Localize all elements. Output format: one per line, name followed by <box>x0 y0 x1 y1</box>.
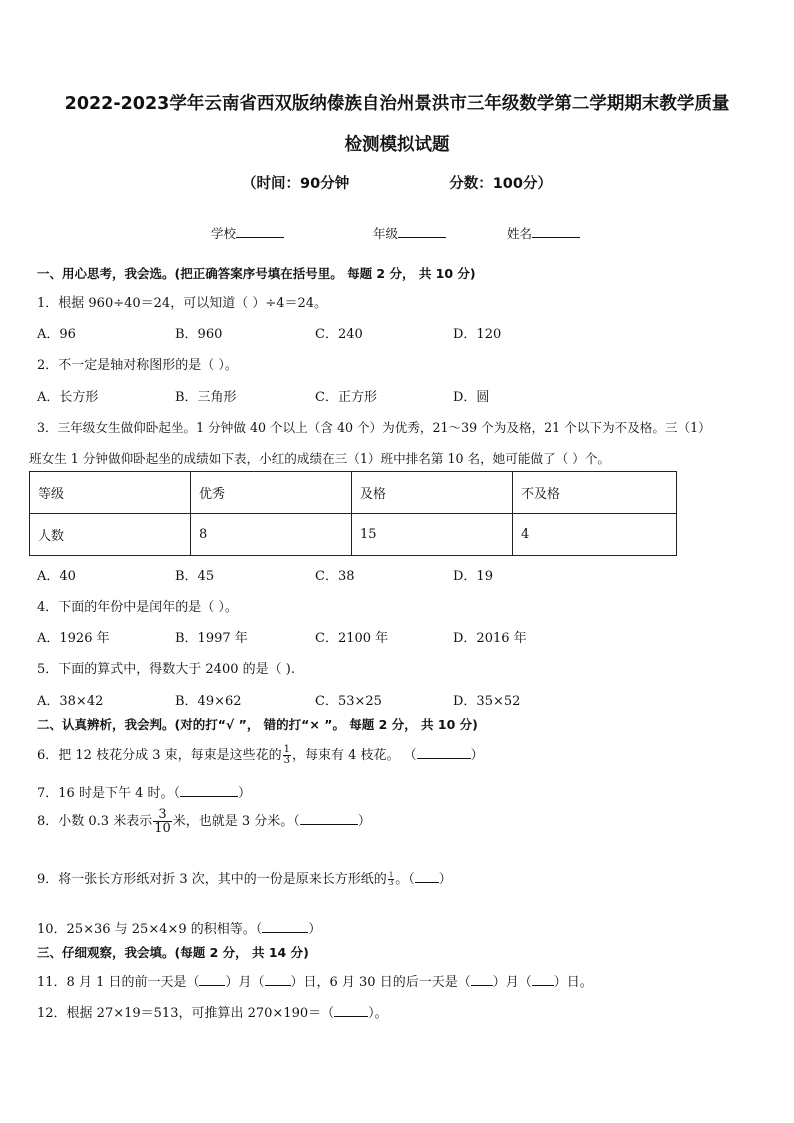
fraction-one-third <box>283 745 291 766</box>
grade-table <box>29 471 677 556</box>
total-score: 分数：100分） <box>449 176 552 192</box>
table-cell: 8 <box>191 514 352 556</box>
q4-option-a: A．1926 年 <box>37 631 110 646</box>
q11-text: 11．8 月 1 日的前一天是（ <box>37 975 200 990</box>
q11-text: ）日。 <box>553 975 593 990</box>
table-cell: 优秀 <box>191 472 352 514</box>
grade-field[interactable] <box>373 224 446 242</box>
question-8 <box>37 808 371 835</box>
q7-text: 7．16 时是下午 4 时。（ <box>37 786 180 801</box>
q4-option-d: D．2016 年 <box>453 631 527 646</box>
q9-answer-blank[interactable] <box>415 872 439 883</box>
q5-option-b: B．49×62 <box>175 694 242 709</box>
q3-option-b: B．45 <box>175 569 215 584</box>
q2-option-b: B．三角形 <box>175 390 237 405</box>
fraction-denominator: 3 <box>388 879 394 887</box>
school-field[interactable] <box>211 224 284 242</box>
q5-option-a: A．38×42 <box>37 694 104 709</box>
q2-option-d: D．圆 <box>453 390 490 405</box>
q11-text: ）月（ <box>492 975 532 990</box>
question-11 <box>37 971 593 990</box>
q9-text-end: 。（ <box>395 872 415 887</box>
q6-close-paren: ） <box>470 748 484 763</box>
q2-option-a: A．长方形 <box>37 390 99 405</box>
fraction-three-tenths <box>153 808 172 835</box>
grade-label: 年级 <box>373 226 399 241</box>
table-header-row <box>30 472 677 514</box>
table-cell: 4 <box>513 514 677 556</box>
q12-close-paren: ）。 <box>368 1006 388 1021</box>
q10-answer-blank[interactable] <box>262 922 308 933</box>
section1-heading: 一、用心思考，我会选。(把正确答案序号填在括号里。 每题 2 分， 共 10 分) <box>37 266 476 281</box>
q11-blank-2[interactable] <box>265 975 291 986</box>
q1-option-d: D．120 <box>453 327 502 342</box>
question-9 <box>37 868 452 887</box>
q4-option-c: C．2100 年 <box>315 631 389 646</box>
question-12 <box>37 1002 388 1021</box>
q11-blank-4[interactable] <box>532 975 554 986</box>
exam-meta <box>0 172 794 193</box>
table-cell: 15 <box>352 514 513 556</box>
section3-heading: 三、仔细观察，我会填。(每题 2 分， 共 14 分) <box>37 945 309 960</box>
grade-blank[interactable] <box>398 227 446 238</box>
q5-option-c: C．53×25 <box>315 694 382 709</box>
name-field[interactable] <box>507 224 580 242</box>
section2-heading: 二、认真辨析，我会判。(对的打“√ ”， 错的打“× ”。 每题 2 分， 共 10 分) <box>37 717 478 732</box>
q12-text: 12．根据 27×19＝513，可推算出 270×190＝（ <box>37 1006 335 1021</box>
table-cell: 人数 <box>30 514 191 556</box>
q10-text: 10．25×36 与 25×4×9 的积相等。（ <box>37 922 263 937</box>
q6-text-end: ，每束有 4 枝花。 （ <box>292 748 417 763</box>
fraction-denominator: 3 <box>283 755 290 766</box>
table-cell: 及格 <box>352 472 513 514</box>
q11-text: ）日，6 月 30 日的后一天是（ <box>290 975 471 990</box>
q3-option-c: C．38 <box>315 569 355 584</box>
q4-option-b: B．1997 年 <box>175 631 248 646</box>
question-3-line2: 班女生 1 分钟做仰卧起坐的成绩如下表，小红的成绩在三（1）班中排名第 10 名，她可能做了（ ）个。 <box>29 451 611 466</box>
q10-close-paren: ） <box>308 922 322 937</box>
q8-text: 8．小数 0.3 米表示 <box>37 814 153 829</box>
q6-answer-blank[interactable] <box>417 748 471 759</box>
q7-close-paren: ） <box>237 786 251 801</box>
fraction-denominator: 10 <box>154 821 171 836</box>
fraction-numerator: 1 <box>283 744 290 755</box>
q7-answer-blank[interactable] <box>180 786 238 797</box>
question-4: 4．下面的年份中是闰年的是（ ）。 <box>37 600 238 615</box>
q8-text-end: 米，也就是 3 分米。（ <box>172 814 300 829</box>
name-label: 姓名 <box>507 226 533 241</box>
school-blank[interactable] <box>236 227 284 238</box>
q9-text: 9．将一张长方形纸对折 3 次，其中的一份是原来长方形纸的 <box>37 872 387 887</box>
question-7 <box>37 782 251 801</box>
table-cell: 不及格 <box>513 472 677 514</box>
fraction-numerator: 1 <box>388 871 394 879</box>
q1-option-b: B．960 <box>175 327 223 342</box>
q3-option-d: D．19 <box>453 569 493 584</box>
q11-blank-3[interactable] <box>471 975 493 986</box>
time-limit: （时间：90分钟 <box>242 176 350 192</box>
exam-title-line1: 2022-2023学年云南省西双版纳傣族自治州景洪市三年级数学第二学期期末教学质量 <box>64 94 730 114</box>
fraction-one-third-small <box>388 872 394 887</box>
q3-option-a: A．40 <box>37 569 76 584</box>
question-2: 2．不一定是轴对称图形的是（ ）。 <box>37 358 238 373</box>
question-1: 1．根据 960÷40＝24，可以知道（ ）÷4＝24。 <box>37 296 328 311</box>
question-5: 5．下面的算式中，得数大于 2400 的是（ ). <box>37 662 295 677</box>
q1-option-c: C．240 <box>315 327 363 342</box>
q11-text: ）月（ <box>225 975 265 990</box>
table-row <box>30 514 677 556</box>
question-10 <box>37 918 321 937</box>
q6-text: 6．把 12 枝花分成 3 束，每束是这些花的 <box>37 748 282 763</box>
exam-title-line2: 检测模拟试题 <box>344 135 450 155</box>
q8-answer-blank[interactable] <box>300 814 358 825</box>
q2-option-c: C．正方形 <box>315 390 377 405</box>
q9-close-paren: ） <box>438 872 452 887</box>
q11-blank-1[interactable] <box>199 975 225 986</box>
q1-option-a: A．96 <box>37 327 76 342</box>
q8-close-paren: ） <box>357 814 371 829</box>
name-blank[interactable] <box>532 227 580 238</box>
question-3-line1: 3．三年级女生做仰卧起坐。1 分钟做 40 个以上（含 40 个）为优秀，21～39 个为及格，21 个以下为不及格。三（1） <box>37 420 711 435</box>
fraction-numerator: 3 <box>153 808 172 822</box>
school-label: 学校 <box>211 226 237 241</box>
q5-option-d: D．35×52 <box>453 694 521 709</box>
q12-answer-blank[interactable] <box>334 1006 368 1017</box>
table-cell: 等级 <box>30 472 191 514</box>
question-6 <box>37 744 484 766</box>
